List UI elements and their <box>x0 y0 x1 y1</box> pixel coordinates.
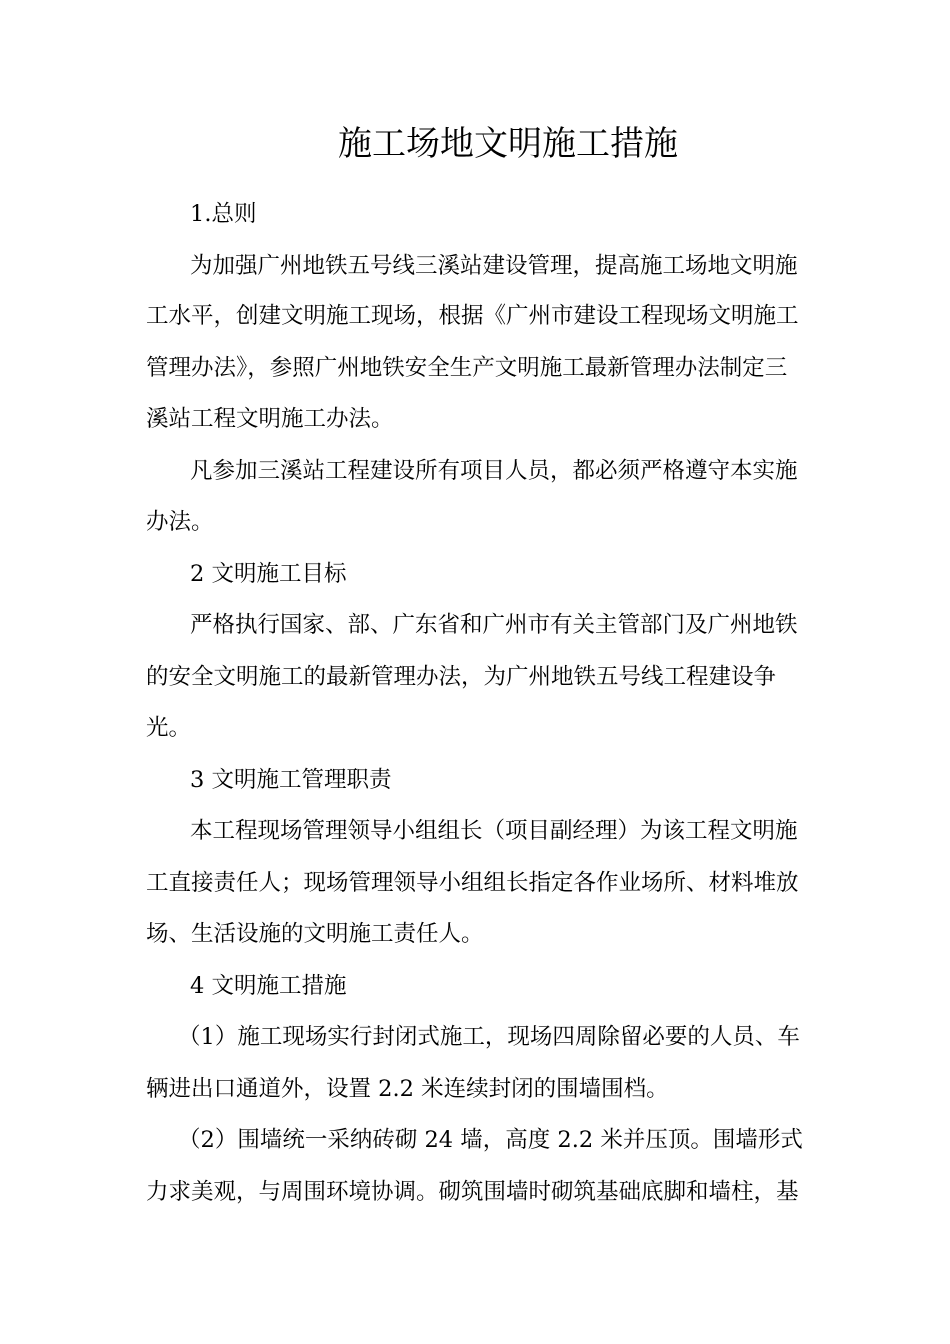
section-heading-goal: 2 文明施工目标 <box>190 561 347 587</box>
paragraph-line: 管理办法》，参照广州地铁安全生产文明施工最新管理办法制定三 <box>146 355 788 381</box>
paragraph-line: 凡参加三溪站工程建设所有项目人员，都必须严格遵守本实施 <box>190 458 798 484</box>
paragraph-line: 工直接责任人；现场管理领导小组组长指定各作业场所、材料堆放 <box>146 870 799 896</box>
section-heading-measures: 4 文明施工措施 <box>190 973 347 999</box>
paragraph-line: 严格执行国家、部、广东省和广州市有关主管部门及广州地铁 <box>190 612 798 638</box>
paragraph-line: 为加强广州地铁五号线三溪站建设管理，提高施工场地文明施 <box>190 253 798 279</box>
paragraph-line: （2）围墙统一采纳砖砌 24 墙，高度 2.2 米并压顶。围墙形式 <box>178 1127 803 1153</box>
paragraph-line: 本工程现场管理领导小组组长（项目副经理）为该工程文明施 <box>190 818 798 844</box>
paragraph-line: 的安全文明施工的最新管理办法，为广州地铁五号线工程建设争 <box>146 664 777 690</box>
section-heading-duties: 3 文明施工管理职责 <box>190 767 392 793</box>
paragraph-line: 力求美观，与周围环境协调。砌筑围墙时砌筑基础底脚和墙柱，基 <box>146 1179 799 1205</box>
paragraph-line: 辆进出口通道外，设置 2.2 米连续封闭的围墙围档。 <box>146 1076 669 1102</box>
paragraph-line: 办法。 <box>146 509 214 535</box>
paragraph-line: 光。 <box>146 715 192 741</box>
paragraph-line: 工水平，创建文明施工现场，根据《广州市建设工程现场文明施工 <box>146 303 799 329</box>
document-title: 施工场地文明施工措施 <box>338 124 678 164</box>
section-heading-general: 1.总则 <box>190 201 257 227</box>
paragraph-line: 溪站工程文明施工办法。 <box>146 406 394 432</box>
paragraph-line: 场、生活设施的文明施工责任人。 <box>146 921 484 947</box>
paragraph-line: （1）施工现场实行封闭式施工，现场四周除留必要的人员、车 <box>178 1024 800 1050</box>
